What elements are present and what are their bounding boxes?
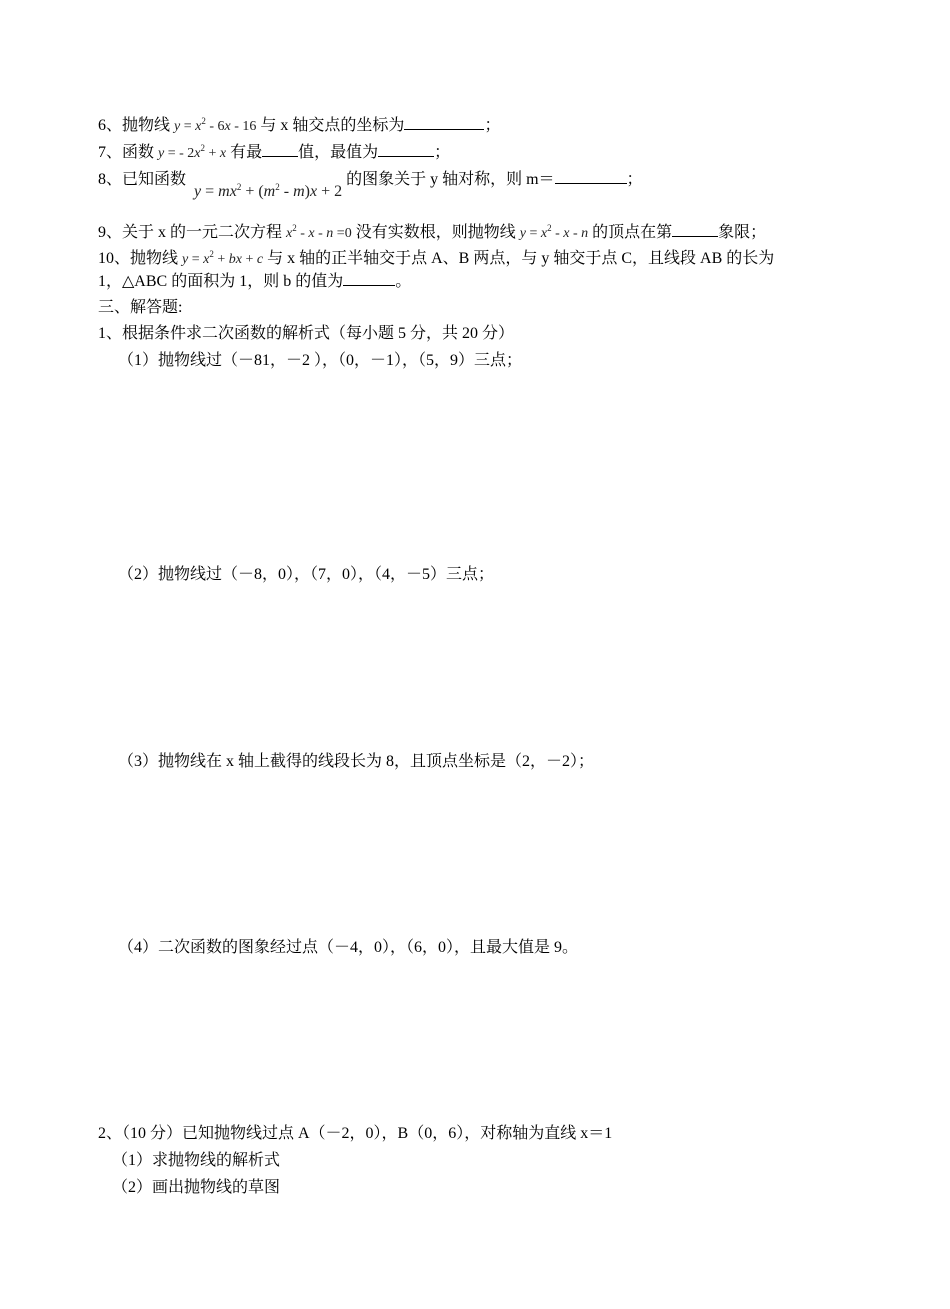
q6-text: 6、抛物线 <box>98 117 171 134</box>
q7-blank-2[interactable] <box>378 142 434 157</box>
section-3-heading: 三、解答题: <box>98 299 183 316</box>
q7-blank-1[interactable] <box>262 142 298 157</box>
question-10-line-2: 1，△ABC 的面积为 1，则 b 的值为 。 <box>98 273 412 290</box>
question-6: 6、抛物线 $y = x^2 - 6x - 16$ 与 x 轴交点的坐标为 ； <box>98 116 501 134</box>
q8-answer-blank[interactable] <box>555 169 627 184</box>
q9-equation-1: $x^2 - x - n =0$ <box>286 223 352 241</box>
problem-2-part-2: （2）画出抛物线的草图 <box>112 1179 281 1196</box>
q8-equation: $y = mx^2 + (m^2 - m)x + 2$ <box>194 182 343 200</box>
question-7: 7、函数 y = - $2x^2 + x$ 有最 值，最值为 ； <box>98 143 451 161</box>
question-8: 8、已知函数 $y = mx^2 + (m^2 - m)x + 2$ 的图象关于 y 轴对称，则 m＝ ； <box>98 171 643 200</box>
q7-equation: y = - $2x^2 + x$ <box>158 143 227 161</box>
q10-equation: $y = x^2$ + bx + c <box>182 249 264 267</box>
q6-equation: $y = x^2 - 6x - 16$ <box>174 116 257 134</box>
q9-answer-blank[interactable] <box>672 222 718 237</box>
q6-answer-blank[interactable] <box>404 115 484 130</box>
problem-1-part-4: （4）二次函数的图象经过点（－4，0），（6，0），且最大值是 9。 <box>118 939 579 956</box>
problem-2-title: 2、（10 分）已知抛物线过点 A（－2，0），B（0，6），对称轴为直线 x＝1 <box>98 1125 613 1142</box>
problem-2-part-1: （1）求抛物线的解析式 <box>112 1152 281 1169</box>
problem-1-part-1: （1）抛物线过（－81，－2 ），（0，－1），（5，9）三点； <box>118 352 523 369</box>
q6-text-2: 与 x 轴交点的坐标为 <box>260 117 405 134</box>
problem-1-part-2: （2）抛物线过（－8，0），（7，0），（4，－5）三点； <box>118 566 495 583</box>
q9-equation-2: $y = x^2 - x - n$ <box>519 223 589 241</box>
q10-answer-blank[interactable] <box>343 271 395 286</box>
problem-1-title: 1、根据条件求二次函数的解析式（每小题 5 分，共 20 分） <box>98 325 515 342</box>
problem-1-part-3: （3）抛物线在 x 轴上截得的线段长为 8，且顶点坐标是（2，－2）； <box>118 753 595 770</box>
question-10: 10、抛物线 $y = x^2$ + bx + c 与 x 轴的正半轴交于点 A、B 两点，与 y 轴交于点 C，且线段 AB 的长为 <box>98 249 775 267</box>
question-9: 9、关于 x 的一元二次方程 $x^2 - x - n =0$ 没有实数根，则抛物线 $y = x^2 - x - n$ 的顶点在第 象限； <box>98 223 767 241</box>
